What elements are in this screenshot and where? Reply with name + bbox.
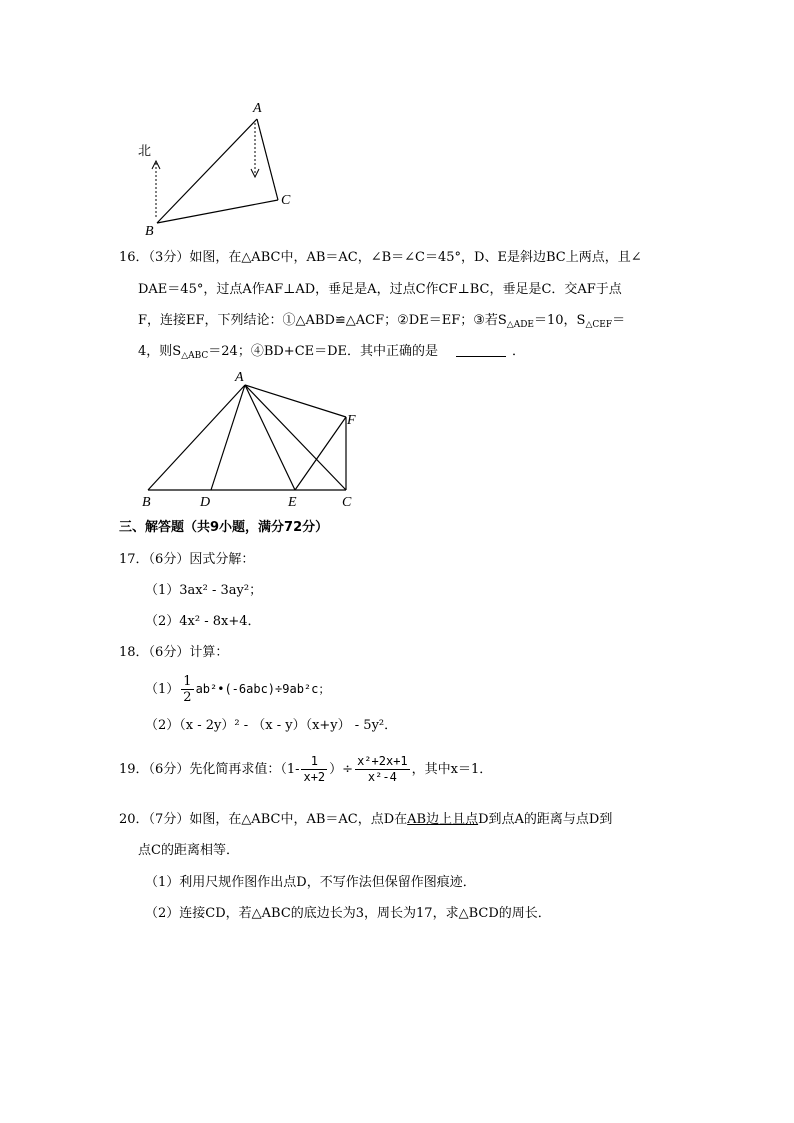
q18-part-1 xyxy=(145,672,330,707)
segment-ac xyxy=(257,119,278,200)
q18-part-1-expression: ab²•(-6abc)÷9ab²c； xyxy=(195,682,331,696)
q19-fraction-1 xyxy=(301,754,327,785)
q19-fraction-1-den: x+2 xyxy=(303,770,326,784)
segment-ef-16 xyxy=(295,417,346,490)
q20-line-1-underlined: AB边上且点 xyxy=(407,812,479,827)
q19-line xyxy=(119,752,492,788)
q18-heading: 18．（6分）计算： xyxy=(119,645,229,660)
label-c: C xyxy=(281,193,291,208)
figure-15-diagram xyxy=(130,95,310,240)
q16-line-3-b: ＝10，S xyxy=(534,313,586,328)
label-north: 北 xyxy=(138,144,152,159)
label-c-16: C xyxy=(342,495,352,510)
q19-fraction-1-num: 1 xyxy=(301,754,327,770)
label-a-16: A xyxy=(235,370,244,385)
q20-part-2: （2）连接CD，若△ABC的底边长为3，周长为17，求△BCD的周长． xyxy=(145,906,551,921)
q19-fraction-2-num: x²+2x+1 xyxy=(357,754,408,768)
q16-line-4-a: 4，则S xyxy=(138,344,182,359)
q19-suffix: ，其中x＝1． xyxy=(411,762,493,777)
q17-part-2: （2）4x² - 8x+4． xyxy=(145,614,261,629)
label-a: A xyxy=(253,101,262,116)
q16-sub-ade: △ADE xyxy=(506,320,534,330)
q17-heading: 17．（6分）因式分解： xyxy=(119,552,255,567)
q16-sub-abc: △ABC xyxy=(181,351,209,361)
figure-16-diagram xyxy=(135,368,375,513)
q20-part-1: （1）利用尺规作图作出点D，不写作法但保留作图痕迹． xyxy=(145,875,476,890)
q18-fraction-den: 2 xyxy=(183,690,192,705)
label-b-16: B xyxy=(142,495,151,510)
q19-fraction-2 xyxy=(355,754,410,785)
q20-line-1 xyxy=(119,812,612,828)
q18-fraction-half xyxy=(181,674,193,705)
label-f-16: F xyxy=(347,413,356,428)
q20-line-2: 点C的距离相等． xyxy=(138,843,239,858)
q16-line-3-a: F，连接EF，下列结论：①△ABD≌△ACF；②DE＝EF；③若S xyxy=(138,313,507,328)
section-3-title: 三、解答题（共9小题，满分72分） xyxy=(119,520,329,535)
q20-line-1-a: 20．（7分）如图，在△ABC中，AB＝AC，点D在 xyxy=(119,812,408,827)
q16-line-4 xyxy=(138,344,525,364)
q18-fraction-num: 1 xyxy=(183,674,192,689)
q16-line-3 xyxy=(138,313,625,333)
q19-prefix: 19．（6分）先化简再求值：（1- xyxy=(119,762,300,777)
q16-line-4-c: ． xyxy=(512,344,526,359)
q19-mid: ）÷ xyxy=(329,762,354,777)
q18-part-2: （2）（x - 2y）² - （x - y）（x+y） - 5y²． xyxy=(145,718,398,733)
label-b: B xyxy=(145,224,154,239)
segment-ae-16 xyxy=(245,385,295,490)
q16-sub-cef: △CEF xyxy=(585,320,613,330)
q16-line-3-c: ＝ xyxy=(612,313,626,328)
q18-part-1-prefix: （1） xyxy=(145,682,180,697)
q16-line-1: 16．（3分）如图，在△ABC中，AB＝AC，∠B＝∠C＝45°，D、E是斜边BC上两点，且∠ xyxy=(119,250,642,265)
q20-line-1-b: D到点A的距离与点D到 xyxy=(478,812,613,827)
label-e-16: E xyxy=(288,495,297,510)
segment-ad-16 xyxy=(211,385,245,490)
segment-ab-16 xyxy=(148,385,245,490)
q16-answer-blank[interactable] xyxy=(456,344,506,357)
q17-part-1: （1）3ax² - 3ay²； xyxy=(145,583,263,598)
label-d-16: D xyxy=(200,495,211,510)
q19-fraction-2-den: x²-4 xyxy=(367,770,397,784)
q16-line-4-b: ＝24；④BD+CE＝DE．其中正确的是 xyxy=(208,344,439,359)
q16-line-2: DAE＝45°，过点A作AF⊥AD，垂足是A，过点C作CF⊥BC，垂足是C．交AF于点 xyxy=(138,282,622,297)
